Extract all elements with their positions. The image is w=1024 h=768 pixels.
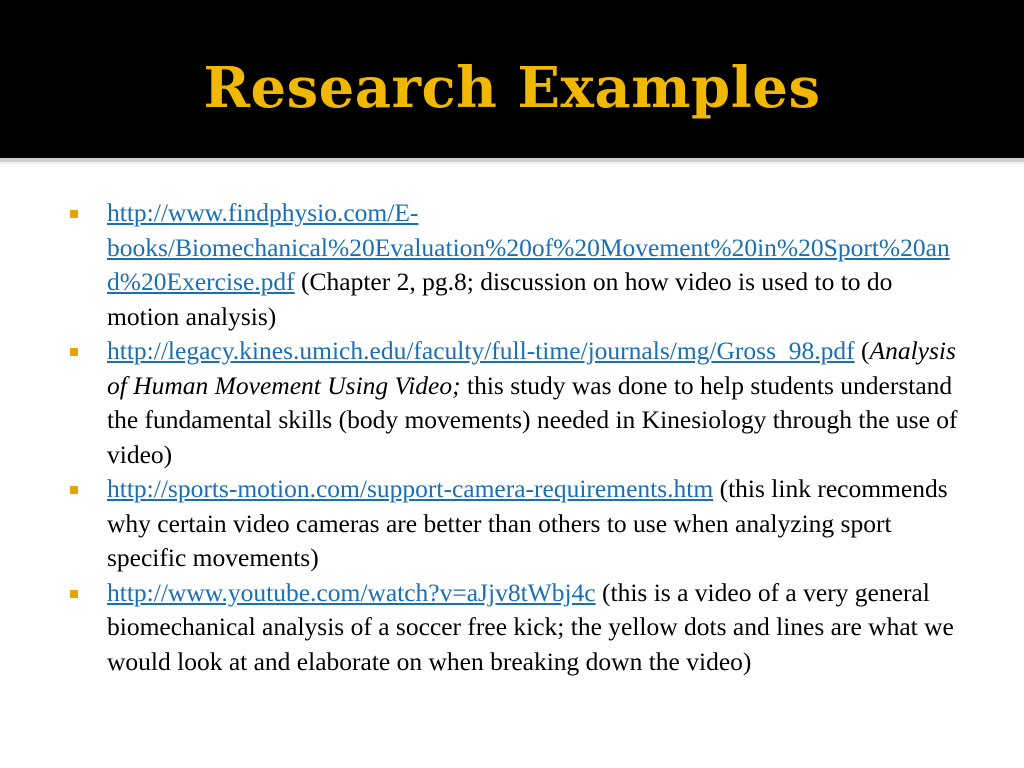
slide-title: Research Examples	[203, 55, 821, 121]
item-description: (this link recommends why certain video cameras are better than others to use when analyzing sport specific movements)	[107, 474, 948, 572]
sports-motion-link[interactable]: http://sports-motion.com/support-camera-requirements.htm	[107, 474, 714, 503]
square-bullet-icon	[70, 348, 78, 356]
item-open-paren: (	[854, 336, 870, 365]
list-item	[70, 576, 960, 680]
list-item	[70, 472, 960, 576]
square-bullet-icon	[70, 486, 78, 494]
umich-kines-link[interactable]: http://legacy.kines.umich.edu/faculty/full-time/journals/mg/Gross_98.pdf	[107, 336, 855, 365]
title-band	[0, 0, 1024, 158]
list-item	[70, 334, 960, 472]
list-item	[70, 196, 960, 334]
youtube-link[interactable]: http://www.youtube.com/watch?v=aJjv8tWbj4c	[107, 577, 596, 607]
bullet-list	[70, 196, 960, 679]
item-description: (this is a video of a very general biomechanical analysis of a soccer free kick; the yellow dots and lines are what we would look at and elaborate on when breaking down the video)	[107, 577, 954, 676]
title-divider-light	[0, 162, 1024, 164]
item-italic-title: Analysis of Human Movement Using Video;	[107, 336, 956, 400]
square-bullet-icon	[70, 590, 78, 598]
item-description: (Chapter 2, pg.8; discussion on how video is used to to do motion analysis)	[107, 267, 893, 331]
findphysio-link[interactable]: http://www.findphysio.com/E-books/Biomechanical%20Evaluation%20of%20Movement%20in%20Sport%20and%20Exercise.pdf	[107, 198, 950, 296]
square-bullet-icon	[70, 210, 78, 218]
item-description: this study was done to help students understand the fundamental skills (body movements) needed in Kinesiology through the use of video)	[107, 370, 958, 469]
